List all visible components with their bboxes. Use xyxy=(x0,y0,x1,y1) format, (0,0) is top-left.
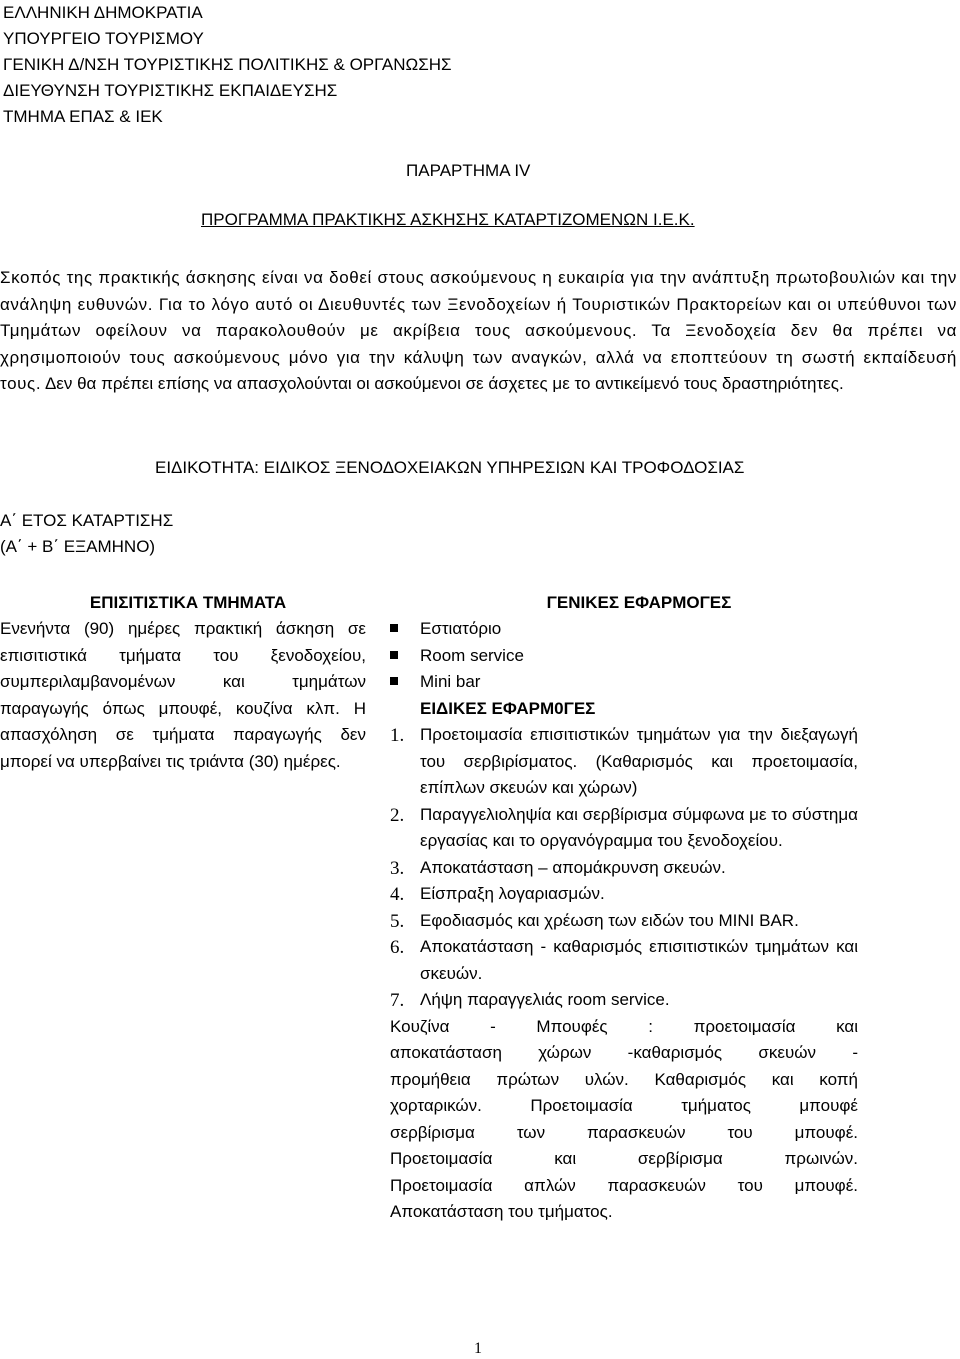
catering-departments-title: ΕΠΙΣΙΤΙΣΤΙΚΑ ΤΜΗΜΑΤΑ xyxy=(89,593,287,612)
header-line: ΔΙΕΥΘΥΝΣΗ ΤΟΥΡΙΣΤΙΚΗΣ ΕΚΠΑΙΔΕΥΣΗΣ xyxy=(3,81,338,100)
intro-text: Σκοπός της πρακτικής άσκησης είναι να δοθεί στους ασκούμενους η ευκαιρία για την ανάπτυξη πρωτοβουλιών και την ανάληψη ευθυνών. Για το λόγο αυτό οι Διευθυντές των Ξενοδοχείων ή Τουριστικών Πρακτορείων και οι υπεύθυνοι των Τμημάτων οφείλουν να παρακολουθούν με ακρίβεια τους ασκούμενους. Τα Ξενοδοχεία δεν θα πρέπει να χρησιμοποιούν τους ασκούμενους μόνο για την κάλυψη των αναγκών, αλλά να εποπτεύουν τη σωστή εκπαίδευσή τους. xyxy=(0,268,957,393)
list-item xyxy=(390,908,858,935)
list-item xyxy=(390,669,858,696)
list-item-text: Παραγγελιοληψία και σερβίρισμα σύμφωνα με το σύστημα εργασίας και το οργανόγραμμα του ξενοδοχείου. xyxy=(420,804,858,850)
kitchen-line: σερβίρισμα των παρασκευών του μπουφέ. xyxy=(390,1122,858,1142)
list-item-text: Προετοιμασία επισιτιστικών τμημάτων για την διεξαγωγή του σερβιρίσματος. (Καθαρισμός και προετοιμασία, επίπλων σκευών και χώρων) xyxy=(420,725,858,797)
list-item-text: Αποκατάσταση - καθαρισμός επισιτιστικών τμημάτων και σκευών. xyxy=(420,937,858,983)
kitchen-line: προμήθεια πρώτων υλών. Καθαρισμός και κοπή xyxy=(390,1069,858,1089)
page-number: 1 xyxy=(474,1340,482,1357)
general-applications-title: ΓΕΝΙΚΕΣ ΕΦΑΡΜΟΓΕΣ xyxy=(546,593,732,612)
program-title: ΠΡΟΓΡΑΜΜΑ ΠΡΑΚΤΙΚΗΣ ΑΣΚΗΣΗΣ ΚΑΤΑΡΤΙΖΟΜΕΝΩΝ Ι.Ε.Κ. xyxy=(201,210,695,229)
applications-column xyxy=(390,590,858,1226)
special-applications-list xyxy=(390,722,858,1014)
header-line: ΥΠΟΥΡΓΕΙΟ ΤΟΥΡΙΣΜΟΥ xyxy=(3,29,204,48)
list-item xyxy=(390,987,858,1014)
list-item xyxy=(390,934,858,987)
header-line: ΓΕΝΙΚΗ Δ/ΝΣΗ ΤΟΥΡΙΣΤΙΚΗΣ ΠΟΛΙΤΙΚΗΣ & ΟΡΓΑΝΩΣΗΣ xyxy=(3,55,452,74)
list-item-text: Είσπραξη λογαριασμών. xyxy=(420,884,605,903)
list-number: 1. xyxy=(390,725,405,746)
kitchen-line: Προετοιμασία απλών παρασκευών του μπουφέ. xyxy=(390,1175,858,1195)
list-number: 3. xyxy=(390,857,405,879)
list-number: 4. xyxy=(390,884,405,905)
list-number: 2. xyxy=(390,804,405,826)
list-item xyxy=(390,881,858,908)
intro-paragraph xyxy=(0,265,957,398)
kitchen-line: Αποκατάσταση του τμήματος. xyxy=(390,1202,613,1221)
kitchen-line: χορταρικών. Προετοιμασία τμήματος μπουφέ xyxy=(390,1096,858,1115)
list-item xyxy=(390,802,858,855)
list-number: 6. xyxy=(390,937,405,958)
training-year-line: Α΄ ΕΤΟΣ ΚΑΤΑΡΤΙΣΗΣ xyxy=(0,511,174,530)
list-item xyxy=(390,855,858,882)
list-item xyxy=(390,722,858,802)
intro-text-continued: Δεν θα πρέπει επίσης να απασχολούνται οι ασκούμενοι σε άσχετες με το αντικείμενό τους δραστηριότητες. xyxy=(41,374,844,393)
list-item-text: Εφοδιασμός και χρέωση των ειδών του MINI BAR. xyxy=(420,910,799,930)
list-item xyxy=(390,643,858,670)
list-number: 5. xyxy=(390,910,405,932)
kitchen-line: Προετοιμασία και σερβίρισμα πρωινών. xyxy=(390,1149,858,1168)
semester-line: (Α΄ + Β΄ ΕΞΑΜΗΝΟ) xyxy=(0,537,156,556)
catering-departments-text: Ενενήντα (90) ημέρες πρακτική άσκηση σε επισιτιστικά τμήματα του ξενοδοχείου, συμπεριλαμβανομένων και τμημάτων παραγωγής όπως μπουφέ, κουζίνα κλπ. Η απασχόληση σε τμήματα παραγωγής δεν μπορεί να υπερβαίνει τις τριάντα (30) ημέρες. xyxy=(0,619,366,771)
general-applications-list xyxy=(390,616,858,696)
kitchen-buffet-paragraph xyxy=(390,1014,858,1226)
list-item xyxy=(390,616,858,643)
list-item-text: Αποκατάσταση – απομάκρυνση σκευών. xyxy=(420,857,726,877)
list-item-label: Mini bar xyxy=(420,672,481,691)
ministry-header xyxy=(3,0,452,130)
list-number: 7. xyxy=(390,990,405,1011)
list-item-label: Εστιατόριο xyxy=(420,619,502,638)
kitchen-line: αποκατάσταση χώρων -καθαρισμός σκευών - xyxy=(390,1043,858,1062)
special-applications-title: ΕΙΔΙΚΕΣ ΕΦΑΡΜ0ΓΕΣ xyxy=(420,698,596,718)
header-line: ΤΜΗΜΑ ΕΠΑΣ & ΙΕΚ xyxy=(3,107,163,126)
specialty-title: ΕΙΔΙΚΟΤΗΤΑ: ΕΙΔΙΚΟΣ ΞΕΝΟΔΟΧΕΙΑΚΩΝ ΥΠΗΡΕΣΙΩΝ ΚΑΙ ΤΡΟΦΟΔΟΣΙΑΣ xyxy=(155,458,745,477)
square-bullet-icon xyxy=(390,677,398,685)
catering-departments-column xyxy=(0,590,366,775)
square-bullet-icon xyxy=(390,651,398,659)
square-bullet-icon xyxy=(390,624,398,632)
annex-title: ΠΑΡΑΡΤΗΜΑ IV xyxy=(406,161,531,180)
training-year xyxy=(0,508,173,560)
header-line: ΕΛΛΗΝΙΚΗ ΔΗΜΟΚΡΑΤΙΑ xyxy=(3,3,203,22)
list-item-text: Λήψη παραγγελιάς room service. xyxy=(420,990,670,1009)
list-item-label: Room service xyxy=(420,645,524,665)
kitchen-line: Κουζίνα - Μπουφές : προετοιμασία και xyxy=(390,1016,858,1036)
